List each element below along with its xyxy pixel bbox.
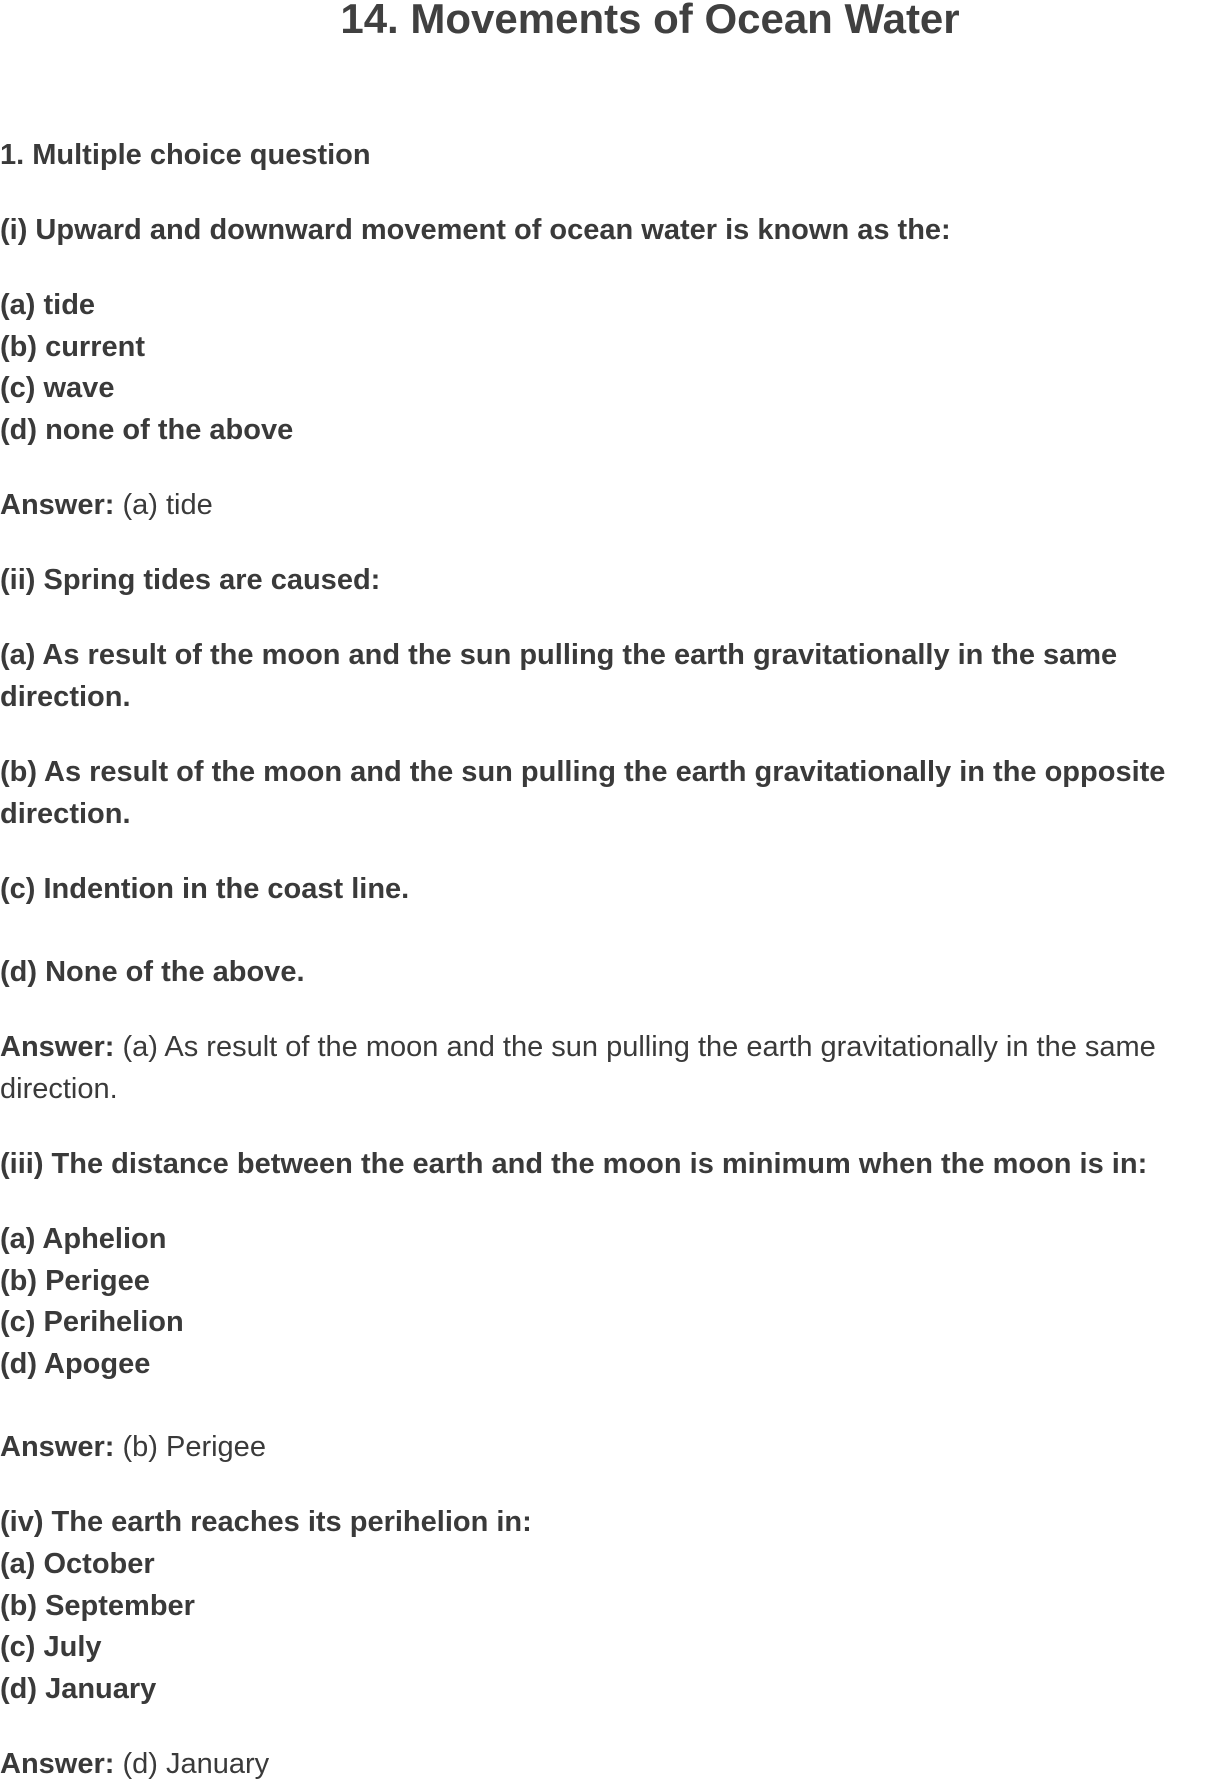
question-1: (i) Upward and downward movement of ocean water is known as the:: [0, 214, 951, 246]
q4-option-b: (b) September: [0, 1590, 195, 1622]
q3-option-c: (c) Perihelion: [0, 1306, 184, 1338]
question-3: (iii) The distance between the earth and the moon is minimum when the moon is in:: [0, 1148, 1148, 1180]
q1-option-a: (a) tide: [0, 289, 96, 321]
q2-option-a-line1: (a) As result of the moon and the sun pulling the earth gravitationally in the same: [0, 639, 1118, 671]
answer-text: (a) tide: [122, 489, 213, 521]
q4-option-c: (c) July: [0, 1631, 102, 1663]
q2-option-c: (c) Indention in the coast line.: [0, 873, 410, 905]
answer-label: Answer:: [0, 1431, 115, 1463]
answer-label: Answer:: [0, 1748, 115, 1780]
q4-answer: [0, 1747, 269, 1781]
section-heading: 1. Multiple choice question: [0, 139, 371, 171]
answer-label: Answer:: [0, 489, 115, 521]
q4-option-a: (a) October: [0, 1548, 155, 1580]
q3-option-a: (a) Aphelion: [0, 1223, 167, 1255]
q3-option-b: (b) Perigee: [0, 1265, 150, 1297]
q1-option-b: (b) current: [0, 331, 145, 363]
q2-option-b-line2: direction.: [0, 798, 131, 830]
answer-text: (d) January: [122, 1748, 270, 1780]
q2-option-a-line2: direction.: [0, 681, 131, 713]
question-2: (ii) Spring tides are caused:: [0, 564, 381, 596]
answer-label: Answer:: [0, 1031, 115, 1063]
answer-text: (a) As result of the moon and the sun pulling the earth gravitationally in the same: [122, 1031, 1156, 1063]
q2-option-d: (d) None of the above.: [0, 956, 305, 988]
q2-option-b-line1: (b) As result of the moon and the sun pulling the earth gravitationally in the opposite: [0, 756, 1166, 788]
q3-option-d: (d) Apogee: [0, 1348, 151, 1380]
q3-answer: [0, 1430, 266, 1464]
q2-answer: [0, 1030, 1156, 1064]
q4-option-d: (d) January: [0, 1673, 157, 1705]
q1-option-c: (c) wave: [0, 372, 115, 404]
q2-answer-line2: direction.: [0, 1073, 118, 1105]
answer-text: (b) Perigee: [122, 1431, 266, 1463]
q1-option-d: (d) none of the above: [0, 414, 294, 446]
q1-answer: [0, 488, 213, 522]
question-4: (iv) The earth reaches its perihelion in:: [0, 1506, 532, 1538]
page-title: 14. Movements of Ocean Water: [340, 0, 960, 42]
